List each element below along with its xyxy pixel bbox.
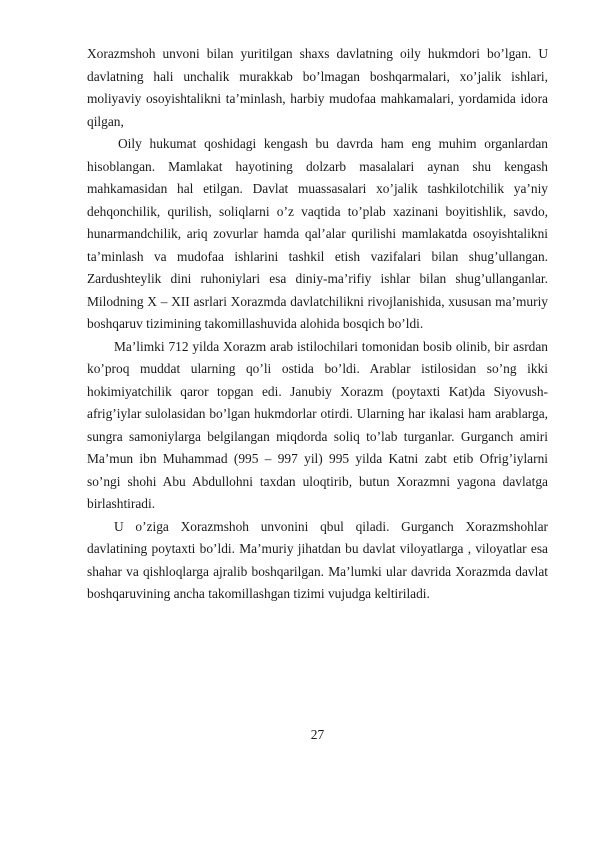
paragraph-3: Ma’limki 712 yilda Xorazm arab istilochilari tomonidan bosib olinib, bir asrdan ko’proq muddat ularning qo’li ostida bo’ldi. Arablar istilosidan so’ng ikki hokimiyatchilik qaror topgan edi. Janubiy Xorazm (poytaxti Kat)da Siyovush-afrig’iylar sulolasidan bo’lgan hukmdorlar otirdi. Ularning har ikalasi ham arablarga, sungra samoniylarga belgilangan miqdorda soliq to’lab turganlar. Gurganch amiri Ma’mun ibn Muhammad (995 – 997 yil) 995 yilda Katni zabt etib Ofrig’iylarni so’ngi shohi Abu Abdullohni taxdan uloqtirib, butun Xorazmni yagona davlatga birlashtiradi. (87, 338, 548, 511)
page-number: 27 (310, 727, 325, 742)
document-body (87, 43, 548, 606)
paragraph-1: Xorazmshoh unvoni bilan yuritilgan shaxs davlatning oily hukmdori bo’lgan. U davlatning hali unchalik murakkab bo’lmagan boshqarmalari, xo’jalik ishlari, moliyaviy osoyishtalikni ta’minlash, harbiy mudofaa mahkamalari, yordamida idora qilgan, (87, 46, 548, 129)
paragraph-2: Oily hukumat qoshidagi kengash bu davrda ham eng muhim organlardan hisoblangan. Mamlakat hayotining dolzarb masalalari aynan shu kengash mahkamasidan hal etilgan. Davlat muassasalari xo’jalik tashkilotchilik ya’niy dehqonchilik, qurilish, soliqlarni o’z vaqtida to’plab xazinani boyitishlik, savdo, hunarmandchilik, ariq zovurlar hamda qal’alar qurilishi mamlakatda osoyishtalikni ta’minlash va mudofaa ishlarini tashkil etish vazifalari bilan shug’ullangan. Zardushteylik dini ruhoniylari esa diniy-ma’rifiy ishlar bilan shug’ullanganlar. Milodning X – XII asrlari Xorazmda davlatchilikni rivojlanishida, xususan ma’muriy boshqaruv tizimining takomillashuvida alohida bosqich bo’ldi. (87, 136, 548, 331)
paragraph-4: U o’ziga Xorazmshoh unvonini qbul qiladi. Gurganch Xorazmshohlar davlatining poytaxti bo’ldi. Ma’muriy jihatdan bu davlat viloyatlarga , viloyatlar esa shahar va qishloqlarga ajralib boshqarilgan. Ma’lumki ular davrida Xorazmda davlat boshqaruvining ancha takomillashgan tizimi vujudga keltiriladi. (87, 518, 548, 601)
